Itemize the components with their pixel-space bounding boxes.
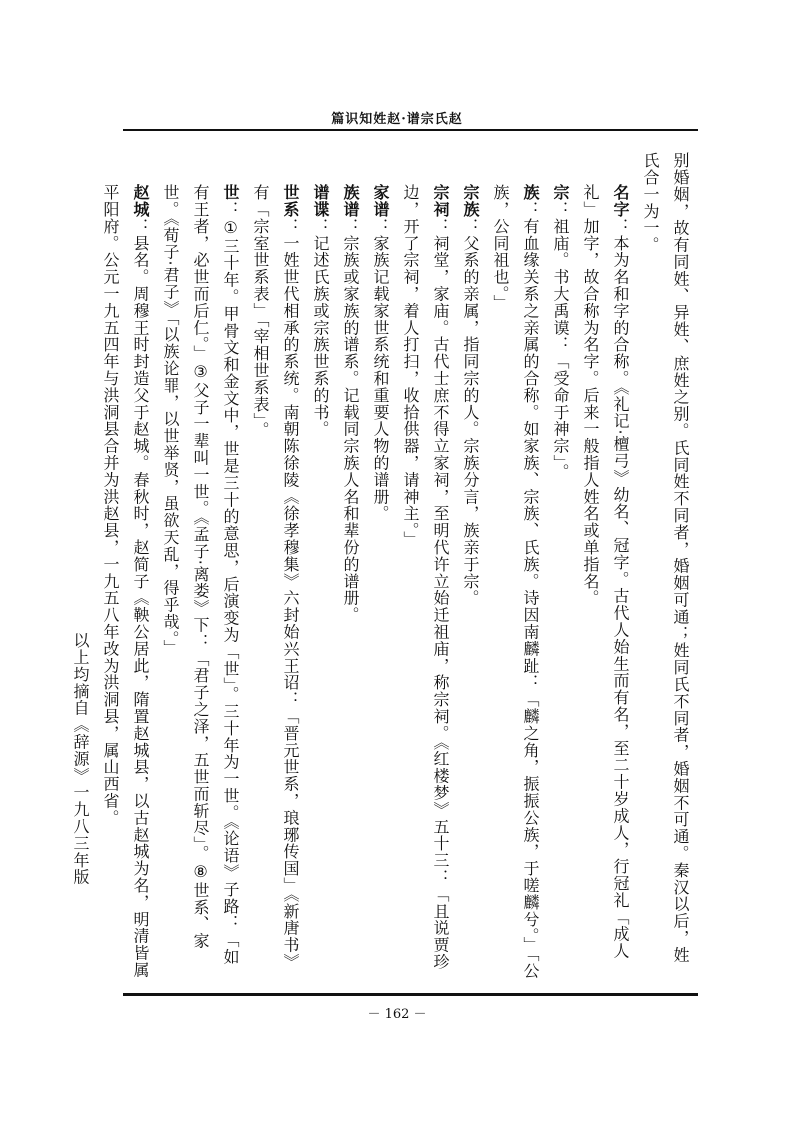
definition-term: 世 [221, 184, 240, 201]
definition-text: ：县名。周穆王时封造父于赵城。春秋时，赵简子《鞅公居此，隋置赵城县，以古赵城为名，明清皆属平阳府。公元一九五四年与洪洞县合并为洪赵县，一九五八年改为洪洞县，属山西省。 [101, 184, 150, 979]
definition-term: 谱谍 [311, 184, 330, 218]
definition-paragraph [305, 152, 335, 980]
source-note [65, 152, 95, 980]
definition-text: ：父系的亲属，指同宗的人。宗族分言，族亲于宗。 [461, 217, 480, 607]
footer-rule [123, 993, 698, 996]
paragraph-text: 别婚姻，故有同姓、异姓、庶姓之别。氏同姓不同者，婚姻可通；姓同氏不同者，婚姻不可通。秦汉以后，姓氏合一为一。 [641, 152, 690, 964]
definition-paragraph [155, 152, 245, 980]
definition-term: 族 [521, 184, 540, 201]
definition-paragraph [485, 152, 545, 980]
definition-text: ：本为名和字的合称。《礼记·檀弓》幼名、冠字。古代人始生而有名，至二十岁成人，行冠礼「成人礼」加字，故合称为名字。后来一般指人姓名或单指名。 [581, 184, 630, 960]
definition-term: 宗族 [461, 184, 480, 218]
definition-term: 世系 [281, 184, 300, 218]
definition-paragraph [335, 152, 365, 980]
definition-paragraph [245, 152, 305, 980]
definition-term: 宗 [551, 184, 570, 201]
definition-term: 名字 [611, 184, 630, 218]
definition-paragraph [95, 152, 155, 980]
definition-term: 家谱 [371, 184, 390, 218]
definition-paragraph [545, 152, 575, 980]
header-rule [123, 129, 698, 131]
definition-paragraph [575, 152, 635, 980]
definition-paragraph [455, 152, 485, 980]
definition-term: 赵城 [131, 184, 150, 218]
definition-text: ：宗族或家族的谱系。记载同宗族人名和辈份的谱册。 [341, 217, 360, 624]
definition-text: ：记述氏族或宗族世系的书。 [311, 217, 330, 438]
definition-text: ：祠堂，家庙。古代士庶不得立家祠，至明代许立始迁祖庙，称宗祠。《红楼梦》五十三：「且说贾珍边，开了宗祠，着人打扫，收拾供器，请神主。」 [401, 184, 450, 971]
definition-paragraph [365, 152, 395, 980]
definition-text: ：有血缘关系之亲属的合称。如家族、宗族、氏族。诗因南麟趾：「麟之角，振振公族，于嗟麟兮。」「公族，公同祖也。」 [491, 184, 540, 980]
definition-text: ：家族记载家世系统和重要人物的谱册。 [371, 217, 390, 523]
vertical-body-text [71, 152, 695, 980]
definition-paragraph [395, 152, 455, 980]
source-note-text: 以上均摘自《辞源》一九八三年版 [71, 632, 90, 886]
definition-term: 宗祠 [431, 184, 450, 218]
definition-term: 族谱 [341, 184, 360, 218]
definition-text: ：祖庙。书大禹谟：「受命于神宗」。 [551, 200, 570, 481]
paragraph [635, 152, 695, 980]
page-header: 篇识知姓赵·谱宗氏赵 [331, 112, 463, 127]
page-number: － 162 － [367, 1007, 427, 1022]
definition-text: ：①三十年。甲骨文和金文中，世是三十的意思，后演变为「世」。三十年为一世。《论语》子路：「如有王者，必世而后仁。」③父子一辈叫一世。《孟子·离娄》下：「君子之泽，五世而斩尽」。⑧世系、家世。《荀子·君子》「以族论罪，以世举贤，虽欲天乱，得乎哉。」 [161, 184, 240, 966]
definition-text: ：一姓世代相承的系统。南朝陈徐陵《徐孝穆集》六封始兴王诏：「晋元世系，琅琊传国」《新唐书》有「宗室世系表」「宰相世系表」。 [251, 184, 300, 971]
